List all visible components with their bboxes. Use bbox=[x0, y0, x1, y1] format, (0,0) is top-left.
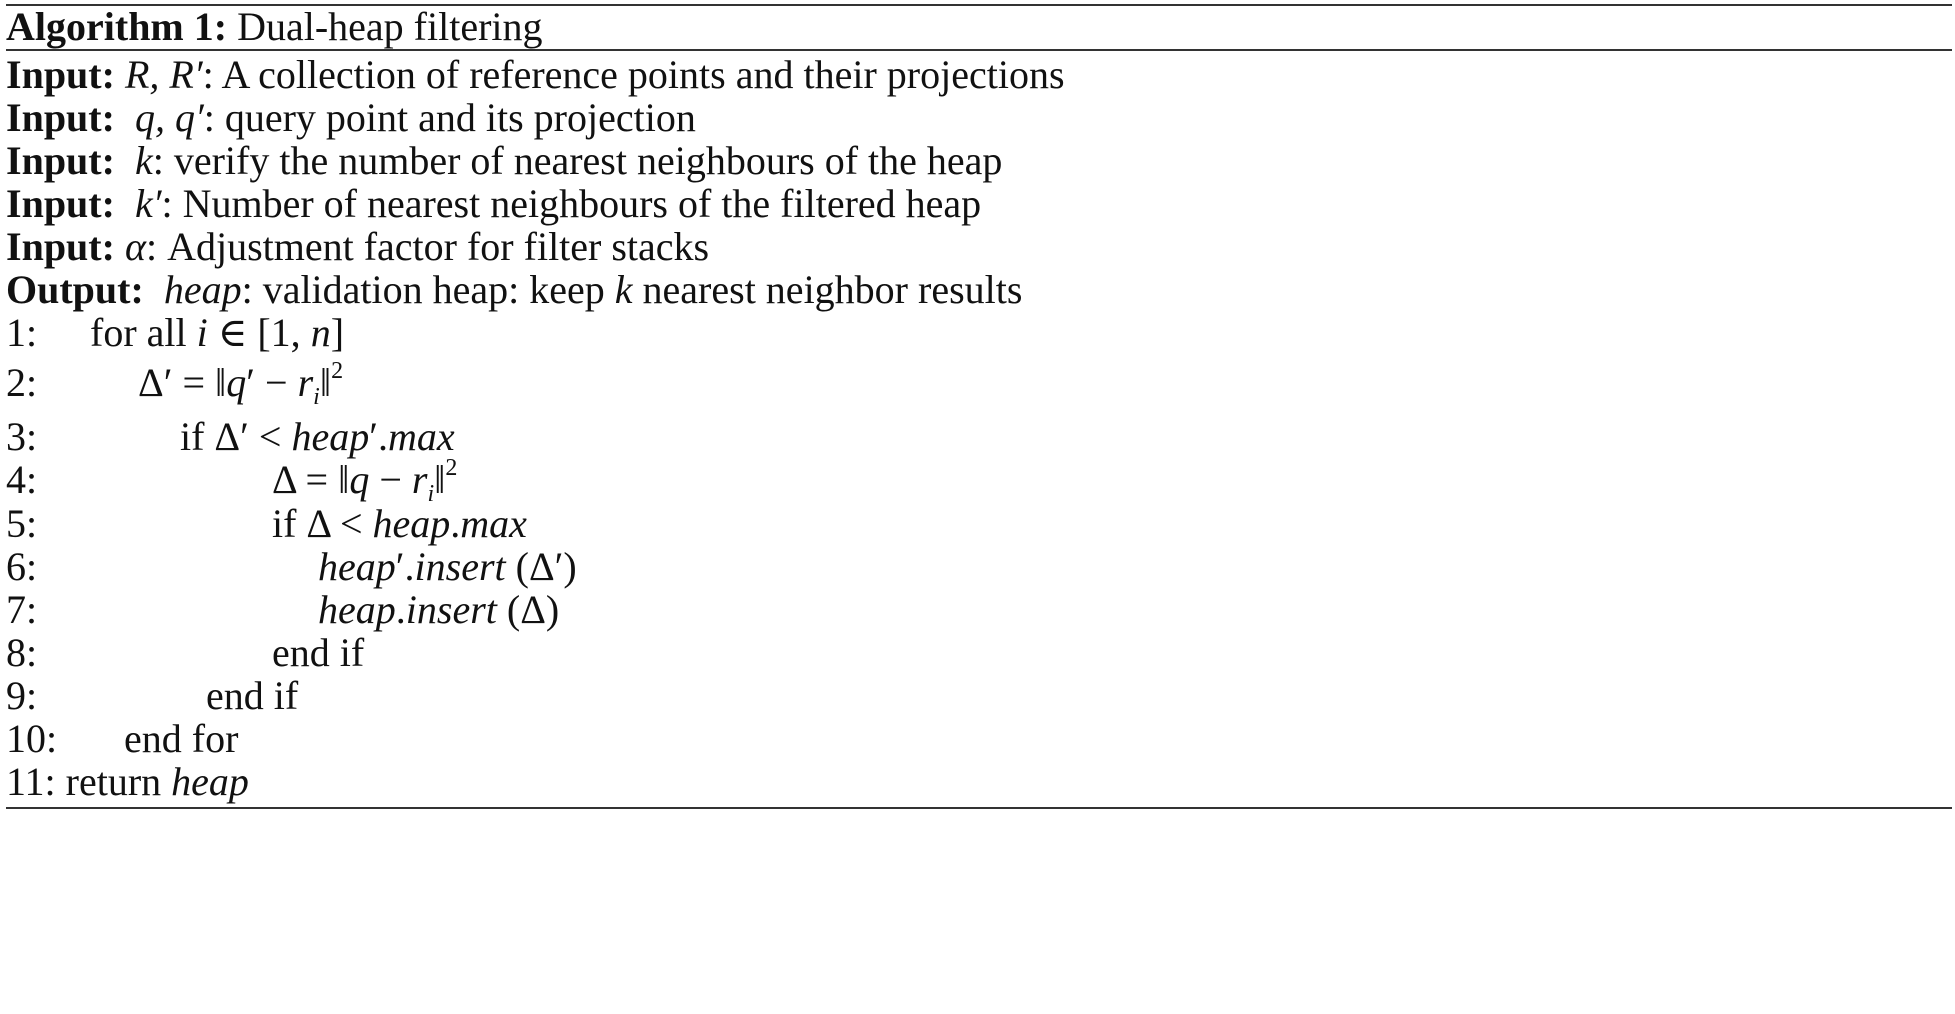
step-math: r bbox=[297, 360, 314, 405]
step-text: . bbox=[395, 587, 406, 632]
step-text: ] bbox=[330, 310, 345, 355]
step-math: q bbox=[226, 360, 247, 405]
output-keyword: Output: bbox=[6, 267, 144, 312]
step-text: Δ = ‖ bbox=[272, 457, 350, 502]
step-subscript: i bbox=[313, 384, 320, 410]
input-keyword: Input: bbox=[6, 95, 115, 140]
step-math: insert bbox=[405, 587, 497, 632]
input-description: : A collection of reference points and their projections bbox=[202, 52, 1065, 97]
input-symbol: q, q′ bbox=[134, 95, 204, 140]
step-line-11 bbox=[6, 755, 249, 809]
algorithm-label: Algorithm 1: bbox=[6, 4, 228, 49]
input-keyword: Input: bbox=[6, 138, 115, 183]
step-math: q bbox=[349, 457, 370, 502]
output-symbol: heap bbox=[163, 267, 242, 312]
step-text: ‖ bbox=[434, 457, 446, 502]
step-math: heap bbox=[291, 414, 370, 459]
step-text: ′. bbox=[369, 414, 388, 459]
step-number: 6: bbox=[6, 544, 38, 589]
algorithm-caption bbox=[6, 0, 543, 54]
step-text: if Δ′ < bbox=[180, 414, 292, 459]
step-number: 11: bbox=[6, 759, 56, 804]
input-symbol: α bbox=[124, 224, 146, 269]
input-keyword: Input: bbox=[6, 224, 115, 269]
step-superscript: 2 bbox=[445, 455, 458, 481]
output-description: : validation heap: keep bbox=[241, 267, 615, 312]
step-text: end if bbox=[206, 673, 299, 718]
input-keyword: Input: bbox=[6, 181, 115, 226]
step-text: (Δ′) bbox=[505, 544, 577, 589]
step-number: 5: bbox=[6, 501, 38, 546]
step-text: if Δ < bbox=[272, 501, 373, 546]
step-math: insert bbox=[414, 544, 506, 589]
step-number: 1: bbox=[6, 310, 38, 355]
step-math: max bbox=[387, 414, 455, 459]
input-description: : Number of nearest neighbours of the filtered heap bbox=[161, 181, 982, 226]
step-text: ∈ [1, bbox=[207, 310, 311, 355]
step-line-2 bbox=[6, 356, 343, 410]
step-number: 9: bbox=[6, 673, 38, 718]
step-math: n bbox=[310, 310, 331, 355]
input-symbol: R, R′ bbox=[124, 52, 203, 97]
input-description: : Adjustment factor for filter stacks bbox=[145, 224, 710, 269]
step-math: heap bbox=[318, 587, 396, 632]
step-text: end for bbox=[124, 716, 239, 761]
algorithm-title: Dual-heap filtering bbox=[237, 4, 543, 49]
input-symbol: k′ bbox=[134, 181, 162, 226]
input-description: : verify the number of nearest neighbours of the heap bbox=[152, 138, 1003, 183]
output-symbol-k: k bbox=[614, 267, 633, 312]
step-superscript: 2 bbox=[331, 358, 344, 384]
step-text: ′. bbox=[395, 544, 415, 589]
step-line-1 bbox=[6, 306, 344, 360]
step-text: ′ − bbox=[246, 360, 298, 405]
step-math: max bbox=[460, 501, 527, 546]
step-text: for all bbox=[90, 310, 197, 355]
bottom-rule bbox=[6, 807, 1952, 809]
step-subscript: i bbox=[427, 481, 435, 507]
step-text: − bbox=[369, 457, 412, 502]
step-math: heap bbox=[318, 544, 396, 589]
output-description-2: nearest neighbor results bbox=[632, 267, 1023, 312]
input-description: : query point and its projection bbox=[203, 95, 696, 140]
step-math: i bbox=[196, 310, 208, 355]
step-text: (Δ) bbox=[496, 587, 560, 632]
step-math: r bbox=[411, 457, 428, 502]
step-number: 10: bbox=[6, 716, 58, 761]
step-text: Δ′ = ‖ bbox=[138, 360, 227, 405]
step-number: 8: bbox=[6, 630, 38, 675]
step-text: end if bbox=[272, 630, 365, 675]
step-text: return bbox=[65, 759, 172, 804]
step-text: . bbox=[450, 501, 461, 546]
step-number: 2: bbox=[6, 360, 38, 405]
step-number: 7: bbox=[6, 587, 38, 632]
input-symbol: k bbox=[134, 138, 153, 183]
step-number: 3: bbox=[6, 414, 38, 459]
step-math: heap bbox=[372, 501, 451, 546]
step-math: heap bbox=[171, 759, 249, 804]
step-text: ‖ bbox=[319, 360, 332, 405]
input-keyword: Input: bbox=[6, 52, 115, 97]
step-number: 4: bbox=[6, 457, 38, 502]
